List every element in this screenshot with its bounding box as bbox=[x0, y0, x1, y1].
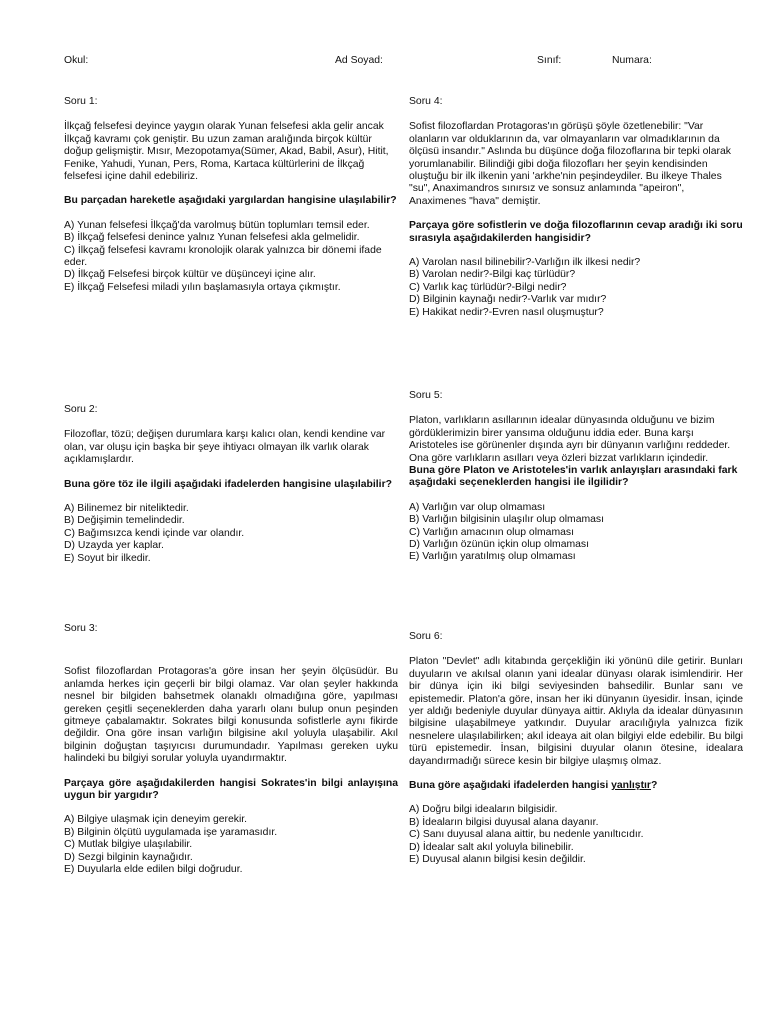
prompt-emphasis: yanlıştır bbox=[611, 780, 651, 792]
option-b: B) Bilginin ölçütü uygulamada işe yaramasıdır. bbox=[64, 826, 278, 838]
option-a: A) Bilgiye ulaşmak için deneyim gerekir. bbox=[64, 814, 248, 826]
question-number: Soru 3: bbox=[64, 623, 98, 634]
option-c: C) Sanı duyusal alana aittir, bu nedenle yanıltıcıdır. bbox=[409, 829, 644, 841]
option-b: B) Değişimin temelindedir. bbox=[64, 515, 185, 527]
option-d: D) Uzayda yer kaplar. bbox=[64, 540, 164, 552]
question-number: Soru 6: bbox=[409, 631, 443, 642]
option-list bbox=[409, 502, 743, 564]
question-number: Soru 1: bbox=[64, 96, 98, 107]
option-list bbox=[64, 503, 398, 565]
option-list bbox=[64, 220, 398, 294]
option-d: D) Sezgi bilginin kaynağıdır. bbox=[64, 851, 193, 863]
option-c: C) Mutlak bilgiye ulaşılabilir. bbox=[64, 839, 193, 851]
question-prompt: Parçaya göre aşağıdakilerden hangisi Sokrates'in bilgi anlayışına uygun bir yargıdır? bbox=[64, 777, 398, 802]
question-number: Soru 4: bbox=[409, 96, 443, 107]
option-e: E) Duyusal alanın bilgisi kesin değildir. bbox=[409, 854, 586, 866]
option-d: D) Varlığın özünün içkin olup olmaması bbox=[409, 539, 589, 551]
option-c: C) İlkçağ felsefesi kavramı kronolojik olarak yalnızca bir dönemi ifade eder. bbox=[64, 244, 382, 269]
question-stem: Filozoflar, tözü; değişen durumlara karşı kalıcı olan, kendi kendine var olan, var oluşu için başka bir şeye ihtiyacı olmayan ilk varlık olarak açıklamışlardır. bbox=[64, 429, 386, 466]
option-e: E) Soyut bir ilkedir. bbox=[64, 552, 151, 564]
question-2 bbox=[64, 404, 398, 565]
option-d: D) Bilginin kaynağı nedir?-Varlık var mıdır? bbox=[409, 294, 607, 306]
option-a: A) Varlığın var olup olmaması bbox=[409, 501, 546, 513]
option-a: A) Bilinemez bir niteliktedir. bbox=[64, 503, 189, 515]
school-label: Okul: bbox=[64, 55, 89, 66]
name-label: Ad Soyad: bbox=[335, 55, 383, 66]
option-b: B) Varlığın bilgisinin ulaşılır olup olmaması bbox=[409, 514, 605, 526]
option-list bbox=[409, 804, 743, 866]
prompt-end: ? bbox=[650, 780, 658, 792]
option-list bbox=[409, 257, 743, 319]
option-list bbox=[64, 814, 398, 876]
question-prompt: Bu parçadan hareketle aşağıdaki yargılardan hangisine ulaşılabilir? bbox=[64, 195, 397, 207]
question-3 bbox=[64, 623, 398, 877]
option-d: D) İlkçağ Felsefesi birçok kültür ve düşünceyi içine alır. bbox=[64, 269, 316, 281]
number-label: Numara: bbox=[612, 55, 652, 66]
option-c: C) Varlık kaç türlüdür?-Bilgi nedir? bbox=[409, 281, 567, 293]
question-stem: Platon, varlıkların asıllarının idealar dünyasında olduğunu ve bizim gördüklerimizin birer yansıma olduğunu iddia eder. Buna karşı Aristoteles ise görünenler dışında ayrı bir dünyanın varlığını reddeder. Ona göre varlıkların asılları veya özleri bizzat varlıkların içindedir. bbox=[409, 415, 731, 464]
question-prompt: Buna göre Platon ve Aristoteles'in varlık anlayışları arasındaki fark aşağıdaki seçeneklerden hangisi ile ilgilidir? bbox=[409, 465, 738, 489]
question-number: Soru 5: bbox=[409, 390, 443, 401]
question-1 bbox=[64, 96, 398, 294]
option-c: C) Bağımsızca kendi içinde var olandır. bbox=[64, 527, 245, 539]
option-b: B) İlkçağ felsefesi denince yalnız Yunan felsefesi akla gelmelidir. bbox=[64, 232, 360, 244]
question-5 bbox=[409, 390, 743, 564]
class-label: Sınıf: bbox=[537, 55, 562, 66]
question-prompt: Parçaya göre sofistlerin ve doğa filozoflarının cevap aradığı iki soru sırasıyla aşağıdakilerden hangisidir? bbox=[409, 220, 743, 244]
prompt-text: Buna göre aşağıdaki ifadelerden hangisi bbox=[409, 780, 609, 792]
option-e: E) Duyularla elde edilen bilgi doğrudur. bbox=[64, 864, 243, 876]
question-prompt bbox=[409, 780, 743, 792]
option-a: A) Yunan felsefesi İlkçağ'da varolmuş bütün toplumları temsil eder. bbox=[64, 219, 370, 231]
option-a: A) Doğru bilgi ideaların bilgisidir. bbox=[409, 804, 558, 816]
option-a: A) Varolan nasıl bilinebilir?-Varlığın ilk ilkesi nedir? bbox=[409, 257, 641, 269]
question-prompt: Buna göre töz ile ilgili aşağıdaki ifadelerden hangisine ulaşılabilir? bbox=[64, 478, 392, 490]
option-b: B) Varolan nedir?-Bilgi kaç türlüdür? bbox=[409, 269, 576, 281]
option-b: B) İdeaların bilgisi duyusal alana dayanır. bbox=[409, 816, 599, 828]
option-c: C) Varlığın amacının olup olmaması bbox=[409, 526, 574, 538]
question-4 bbox=[409, 96, 743, 319]
question-stem: Sofist filozoflardan Protagoras'ın görüşü şöyle özetlenebilir: "Var olanların var olduklarının da, var olmayanların var olmadıklarının da ölçüsü insandır." Aslında bu düşünce doğa filozoflarına bir tepki olarak yorumlanabilir. Bilindiği gibi doğa filozofları her şeyin kendisinden oluştuğu bir ilk ilkenin yani 'arkhe'nin peşindeydiler. Bu ilkeye Thales "su", Anaximandros sınırsız ve sonsuz anlamında "apeiron", Anaximenes "hava" demiştir. bbox=[409, 121, 731, 207]
option-e: E) Varlığın yaratılmış olup olmaması bbox=[409, 551, 576, 563]
option-d: D) İdealar salt akıl yoluyla bilinebilir. bbox=[409, 841, 574, 853]
question-number: Soru 2: bbox=[64, 404, 98, 415]
option-e: E) Hakikat nedir?-Evren nasıl oluşmuştur? bbox=[409, 306, 604, 318]
question-stem: Sofist filozoflardan Protagoras'a göre insan her şeyin ölçüsüdür. Bu anlamda herkes için geçerli bir bilgi olamaz. Var olan şeyler hakkında nesnel bir bilgiden bahsetmek olanaklı olmadığına göre, yapılması gereken çeşitli seçeneklerden daha yararlı olanı bulup onun peşinden gitmeye çabalamaktır. Sokrates bilgi konusunda sofistlerle aynı fikirde değildir. Ona göre insan varlığın bilgisine akıl yoluyla ulaşabilir. Akıl bilginin doğuştan taşıyıcısı durumundadır. Yapılması gereken uyku halindeki bu bilgiyi sorular yoluyla uyandırmaktır. bbox=[64, 666, 398, 765]
option-e: E) İlkçağ Felsefesi miladi yılın başlamasıyla ortaya çıkmıştır. bbox=[64, 281, 341, 293]
question-6 bbox=[409, 631, 743, 867]
question-stem: İlkçağ felsefesi deyince yaygın olarak Yunan felsefesi akla gelir ancak İlkçağ kavramı çok geniştir. Bu uzun zaman aralığında birçok kültür doğup gelişmiştir. Mısır, Mezopotamya(Sümer, Akad, Babil, Asur), Hitit, Fenike, Yahudi, Yunan, Pers, Roma, Kartaca kültürlerini de İlkçağ felsefesi içine dahil edebiliriz. bbox=[64, 121, 389, 183]
question-stem: Platon "Devlet" adlı kitabında gerçekliğin iki yönünü dile getirir. Bunları duyuların ve akılsal olanın yani idealar dünyası olarak isimlendirir. Her bir dünya için iki bilgi seviyesinden bahsedilir. Bunlar sanı ve epistemedir. Platon'a göre, insan her iki dünyanın üyesidir. İnsan, içinde yer aldığı bedeniyle duyular dünyaya aittir. Aklıyla da idealar dünyasının bilgisine ulaşabilmeye yatkındır. Duyular aracılığıyla yalnızca fizik nesnelere ulaşılabilirken; akıl ideaya ait olan bilgiyi elde edebilir. Bu bilgi türü epistemedir. İnsan, bilgisini duyular olanın ötesine, idealara dayandırmadığı sürece kesin bir bilgiye ulaşmış olmaz. bbox=[409, 656, 743, 767]
